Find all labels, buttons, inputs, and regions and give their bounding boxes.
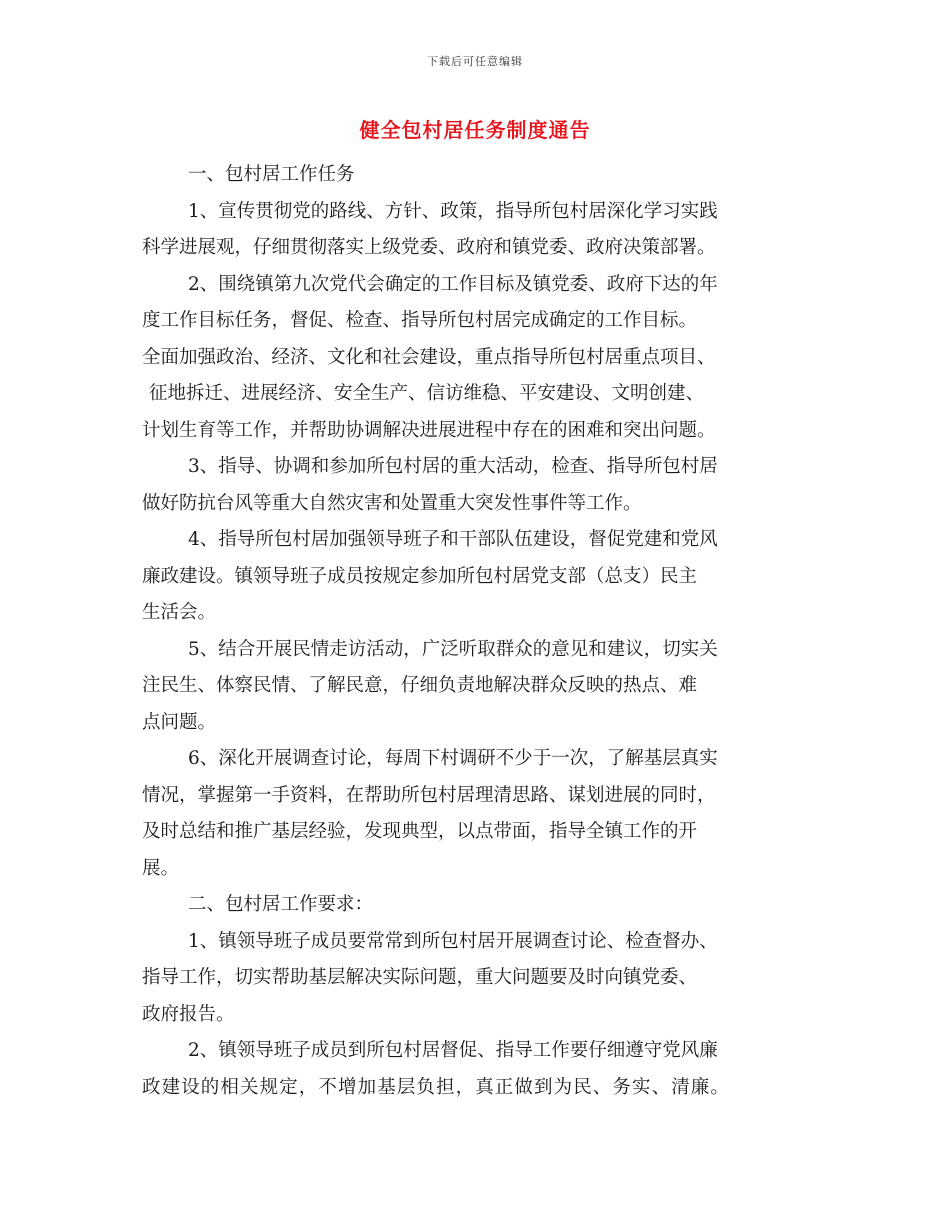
paragraph-line: 6、深化开展调查讨论，每周下村调研不少于一次，了解基层真实 [188, 748, 718, 769]
paragraph-line: 科学进展观，仔细贯彻落实上级党委、政府和镇党委、政府决策部署。 [142, 237, 716, 258]
paragraph-line: 计划生育等工作，并帮助协调解决进展进程中存在的困难和突出问题。 [142, 419, 716, 441]
section-heading: 一、包村居工作任务 [188, 164, 355, 185]
document-title: 健全包村居任务制度通告 [359, 118, 591, 142]
paragraph-line: 征地拆迁、进展经济、安全生产、信访维稳、平安建设、文明创建、 [149, 383, 705, 404]
paragraph-line: 3、指导、协调和参加所包村居的重大活动，检查、指导所包村居 [188, 456, 718, 477]
paragraph-line: 指导工作，切实帮助基层解决实际问题，重大问题要及时向镇党委、 [142, 967, 698, 988]
paragraph-line: 5、结合开展民情走访活动，广泛听取群众的意见和建议，切实关 [188, 638, 718, 660]
paragraph-line: 2、围绕镇第九次党代会确定的工作目标及镇党委、政府下达的年 [188, 273, 718, 295]
paragraph-line: 全面加强政治、经济、文化和社会建设，重点指导所包村居重点项目、 [142, 346, 716, 368]
paragraph-line: 4、指导所包村居加强领导班子和干部队伍建设，督促党建和党风 [188, 529, 718, 550]
paragraph-line: 度工作目标任务，督促、检查、指导所包村居完成确定的工作目标。 [142, 310, 698, 331]
paragraph-line: 做好防抗台风等重大自然灾害和处置重大突发性事件等工作。 [142, 492, 642, 514]
header-note: 下载后可任意编辑 [427, 55, 523, 68]
paragraph-line: 1、宣传贯彻党的路线、方针、政策，指导所包村居深化学习实践 [188, 200, 718, 222]
paragraph-line: 及时总结和推广基层经验，发现典型，以点带面，指导全镇工作的开 [142, 821, 698, 842]
paragraph-line: 1、镇领导班子成员要常常到所包村居开展调查讨论、检查督办、 [188, 930, 718, 952]
paragraph-line: 政府报告。 [142, 1003, 235, 1025]
paragraph-line: 2、镇领导班子成员到所包村居督促、指导工作要仔细遵守党风廉 [188, 1040, 718, 1061]
paragraph-line: 情况，掌握第一手资料，在帮助所包村居理清思路、谋划进展的同时， [142, 784, 716, 806]
paragraph-line: 点问题。 [142, 711, 217, 733]
paragraph-line: 廉政建设。镇领导班子成员按规定参加所包村居党支部（总支）民主 [142, 565, 698, 587]
section-heading: 二、包村居工作要求： [188, 894, 374, 915]
paragraph-line: 注民生、体察民情、了解民意，仔细负责地解决群众反映的热点、难 [142, 675, 698, 696]
document-body [142, 157, 808, 1106]
paragraph-line: 生活会。 [142, 602, 217, 623]
paragraph-line: 展。 [142, 857, 180, 879]
paragraph-line: 政建设的相关规定，不增加基层负担，真正做到为民、务实、清廉。 [142, 1076, 731, 1098]
